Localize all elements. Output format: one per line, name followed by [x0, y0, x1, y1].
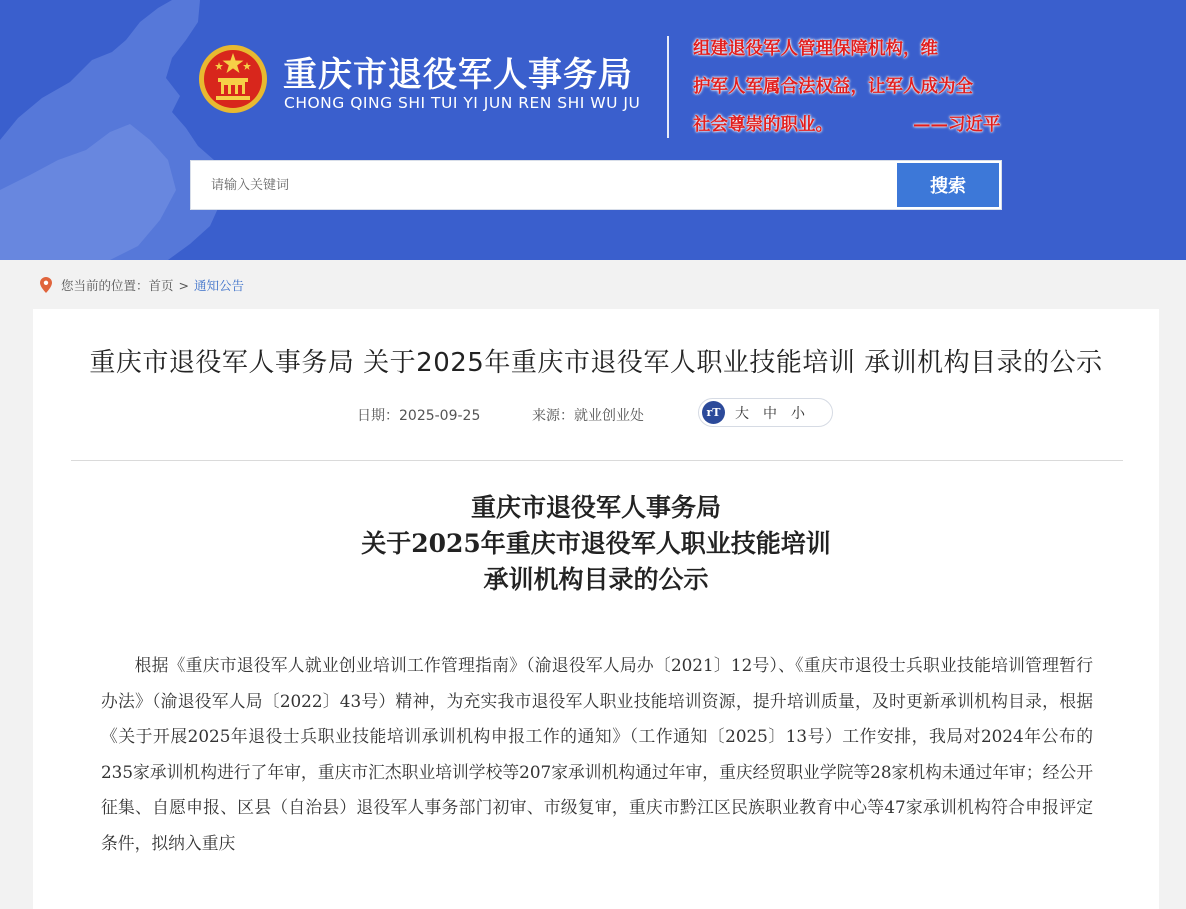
breadcrumb-prefix: 您当前的位置： [61, 278, 149, 293]
date-value: 2025-09-25 [399, 408, 481, 424]
site-title: 重庆市退役军人事务局 [283, 55, 633, 95]
source-value: 就业创业处 [574, 408, 644, 424]
source-label: 来源： [532, 408, 574, 424]
document-title-line-1: 重庆市退役军人事务局 [470, 493, 721, 522]
breadcrumb-separator: > [178, 277, 190, 293]
font-size-small-button[interactable]: 小 [791, 405, 805, 422]
font-size-medium-button[interactable]: 中 [763, 405, 777, 422]
font-size-icon: rT [702, 401, 725, 424]
header-divider [667, 36, 669, 138]
document-title [33, 490, 1159, 598]
leader-quote [693, 30, 1003, 144]
document-title-line-2: 关于2025年重庆市退役军人职业技能培训 [361, 529, 831, 558]
search-bar [190, 160, 1002, 210]
article-title: 重庆市退役军人事务局 关于2025年重庆市退役军人职业技能培训 承训机构目录的公示 [89, 348, 1103, 378]
article-date [357, 405, 480, 425]
article-source [532, 405, 644, 425]
header-banner [0, 0, 1186, 260]
search-input[interactable] [191, 161, 897, 209]
location-pin-icon [40, 277, 52, 293]
breadcrumb [40, 276, 244, 294]
national-emblem-icon [198, 44, 268, 114]
article-body: 根据《重庆市退役军人就业创业培训工作管理指南》（渝退役军人局办〔2021〕12号）、《重庆市退役士兵职业技能培训管理暂行办法》（渝退役军人局〔2022〕43号）精神，为充实我市退役军人职业技能培训资源，提升培训质量，及时更新承训机构目录，根据《关于开展2025年退役士兵职业技能培训承训机构申报工作的通知》（工作通知〔2025〕13号）工作安排，我局对2024年公布的235家承训机构进行了年审，重庆市汇杰职业培训学校等207家承训机构通过年审，重庆经贸职业学院等28家机构未通过年审；经公开征集、自愿申报、区县（自治县）退役军人事务部门初审、市级复审，重庆市黔江区民族职业教育中心等47家承训机构符合申报评定条件，拟纳入重庆 [101, 655, 1093, 853]
quote-line-2: 护军人军属合法权益，让军人成为全 [693, 77, 973, 97]
date-label: 日期： [357, 408, 399, 424]
article-card [33, 309, 1159, 909]
breadcrumb-current-link[interactable]: 通知公告 [194, 278, 245, 293]
font-size-control [698, 398, 833, 427]
quote-line-3 [693, 106, 1003, 144]
title-divider [71, 460, 1123, 461]
font-size-large-button[interactable]: 大 [735, 405, 749, 422]
quote-line-1: 组建退役军人管理保障机构，维 [693, 39, 938, 59]
quote-author: ——习近平 [913, 115, 1001, 135]
quote-line-3-text: 社会尊崇的职业。 [693, 115, 833, 135]
site-subtitle: CHONG QING SHI TUI YI JUN REN SHI WU JU [284, 94, 641, 112]
chongqing-map-shape [0, 0, 320, 260]
search-button[interactable]: 搜索 [897, 163, 999, 207]
document-title-line-3: 承训机构目录的公示 [483, 565, 709, 594]
breadcrumb-home-link[interactable]: 首页 [148, 278, 174, 293]
